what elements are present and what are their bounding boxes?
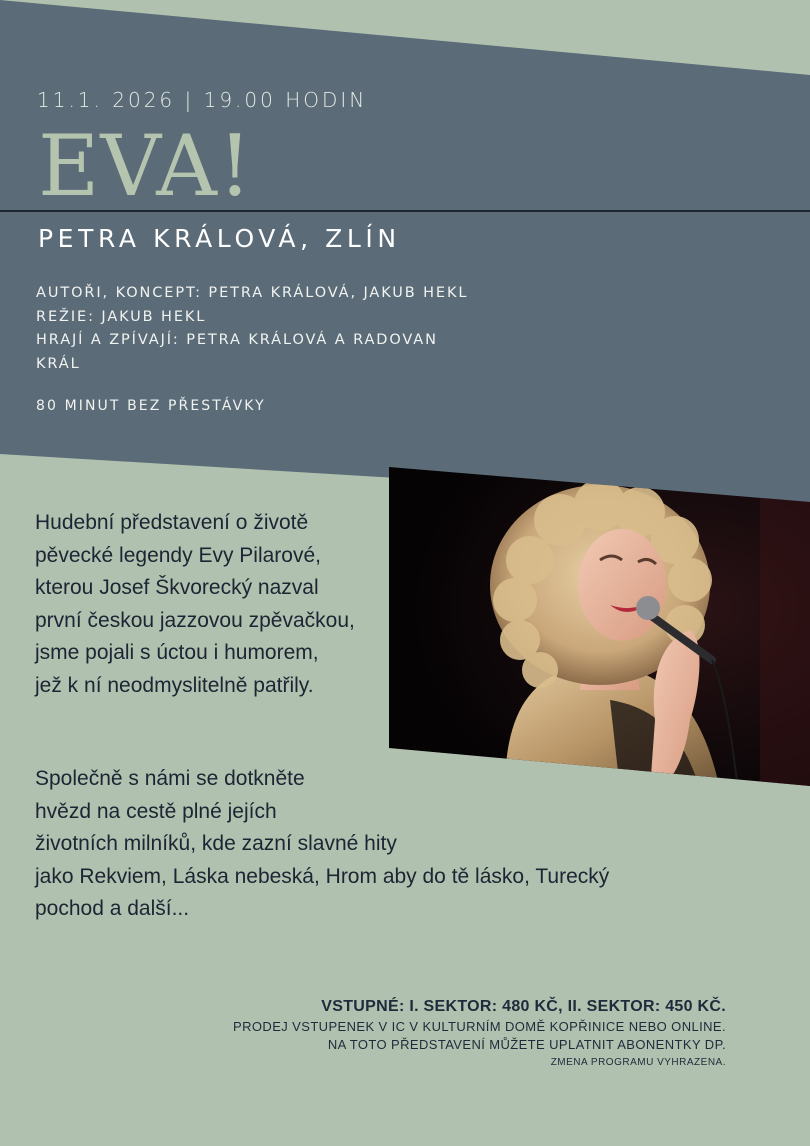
- description-line: kterou Josef Škvorecký nazval: [35, 576, 319, 599]
- description-paragraph-1: [35, 507, 415, 702]
- description-line: pěvecké legendy Evy Pilarové,: [35, 543, 321, 567]
- event-subtitle: PETRA KRÁLOVÁ, ZLÍN: [38, 224, 401, 253]
- ticket-price: VSTUPNÉ: I. SEKTOR: 480 KČ, II. SEKTOR: 450 KČ.: [321, 998, 726, 1015]
- description-line: Společně s námi se dotkněte: [35, 767, 305, 790]
- credit-line: REŽIE: JAKUB HEKL: [36, 308, 207, 325]
- description-line: první českou jazzovou zpěvačkou,: [35, 608, 355, 632]
- description-line: životních milníků, kde zazní slavné hity: [35, 832, 397, 855]
- program-change-note: ZMENA PROGRAMU VYHRAZENA.: [550, 1057, 726, 1068]
- event-title: EVA!: [38, 117, 253, 215]
- description-line: pochod a další...: [35, 897, 190, 920]
- credit-line: AUTOŘI, KONCEPT: PETRA KRÁLOVÁ, JAKUB HEKL: [36, 285, 469, 301]
- description-line: jako Rekviem, Láska nebeská, Hrom aby do tě lásko, Turecký: [35, 864, 610, 888]
- description-line: hvězd na cestě plné jejích: [35, 799, 277, 823]
- description-paragraph-2: [35, 763, 695, 926]
- description-line: Hudební představení o životě: [35, 511, 309, 534]
- ticket-info: [233, 996, 726, 1072]
- event-duration: 80 MINUT BEZ PŘESTÁVKY: [36, 398, 266, 414]
- description-line: jsme pojali s úctou i humorem,: [35, 641, 319, 664]
- credit-line: HRAJÍ A ZPÍVAJÍ: PETRA KRÁLOVÁ A RADOVAN: [36, 332, 438, 348]
- ticket-sale-info: PRODEJ VSTUPENEK V IC V KULTURNÍM DOMĚ KOPŘINICE NEBO ONLINE.: [233, 1019, 726, 1034]
- credit-line: KRÁL: [36, 355, 81, 372]
- subscription-info: NA TOTO PŘEDSTAVENÍ MŮŽETE UPLATNIT ABONENTKY DP.: [327, 1037, 726, 1052]
- description-line: jež k ní neodmyslitelně patřily.: [35, 673, 314, 697]
- event-date-time: 11.1. 2026 | 19.00 HODIN: [37, 88, 368, 112]
